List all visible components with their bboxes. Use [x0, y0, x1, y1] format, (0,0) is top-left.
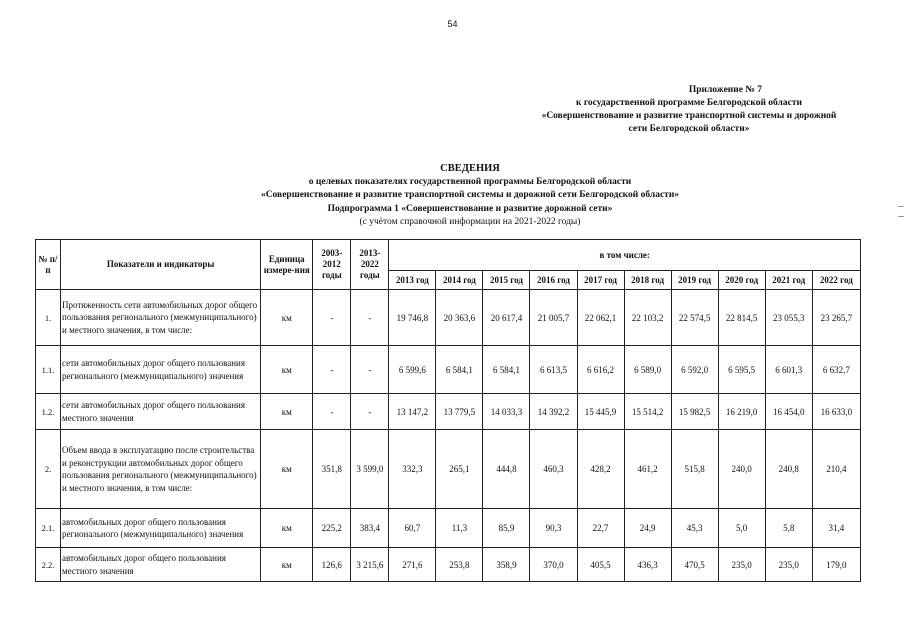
- row-unit: км: [261, 430, 313, 509]
- header-including: в том числе:: [389, 240, 861, 271]
- row-year-value: 6 592,0: [671, 346, 718, 394]
- row-period-2003-2012: -: [313, 394, 351, 430]
- row-year-value: 470,5: [671, 548, 718, 582]
- row-year-value: 461,2: [624, 430, 671, 509]
- row-year-value: 210,4: [812, 430, 860, 509]
- header-year: 2021 год: [765, 271, 812, 290]
- row-year-value: 11,3: [436, 509, 483, 548]
- row-year-value: 21 005,7: [530, 290, 577, 346]
- header-num: № п/п: [36, 240, 61, 290]
- row-year-value: 436,3: [624, 548, 671, 582]
- row-unit: км: [261, 394, 313, 430]
- table-row: [36, 548, 861, 582]
- row-number: 1.: [36, 290, 61, 346]
- row-year-value: 90,3: [530, 509, 577, 548]
- row-number: 2.2.: [36, 548, 61, 582]
- appendix-title: Приложение № 7: [688, 85, 762, 95]
- row-indicator: сети автомобильных дорог общего пользования местного значения: [61, 394, 261, 430]
- row-year-value: 253,8: [436, 548, 483, 582]
- row-year-value: 405,5: [577, 548, 624, 582]
- row-year-value: 16 219,0: [718, 394, 765, 430]
- row-period-2003-2012: -: [313, 290, 351, 346]
- row-period-2013-2022: -: [351, 346, 389, 394]
- table-row: [36, 346, 861, 394]
- row-year-value: 6 595,5: [718, 346, 765, 394]
- row-period-2003-2012: 225,2: [313, 509, 351, 548]
- row-period-2013-2022: -: [351, 290, 389, 346]
- row-year-value: 22 062,1: [577, 290, 624, 346]
- row-year-value: 23 265,7: [812, 290, 860, 346]
- row-period-2003-2012: -: [313, 346, 351, 394]
- row-number: 1.2.: [36, 394, 61, 430]
- appendix-line: сети Белгородской области»: [628, 124, 750, 134]
- row-unit: км: [261, 548, 313, 582]
- row-year-value: 271,6: [389, 548, 436, 582]
- row-year-value: 22 574,5: [671, 290, 718, 346]
- header-year: 2015 год: [483, 271, 530, 290]
- margin-mark: [898, 216, 904, 217]
- indicators-table: [35, 239, 861, 582]
- row-indicator: автомобильных дорог общего пользования местного значения: [61, 548, 261, 582]
- row-period-2013-2022: 3 599,0: [351, 430, 389, 509]
- row-year-value: 460,3: [530, 430, 577, 509]
- header-year: 2019 год: [671, 271, 718, 290]
- row-year-value: 428,2: [577, 430, 624, 509]
- row-year-value: 370,0: [530, 548, 577, 582]
- appendix-line: к государственной программе Белгородской области: [575, 98, 802, 108]
- row-period-2013-2022: -: [351, 394, 389, 430]
- row-year-value: 6 589,0: [624, 346, 671, 394]
- header-year: 2017 год: [577, 271, 624, 290]
- row-period-2003-2012: 351,8: [313, 430, 351, 509]
- row-year-value: 265,1: [436, 430, 483, 509]
- heading-subprogram: Подпрограмма 1 «Совершенствование и развитие дорожной сети»: [327, 203, 613, 214]
- appendix-line: «Совершенствование и развитие транспортной системы и дорожной: [541, 111, 837, 121]
- row-year-value: 332,3: [389, 430, 436, 509]
- row-indicator: сети автомобильных дорог общего пользования регионального (межмуниципального) значения: [61, 346, 261, 394]
- row-year-value: 5,8: [765, 509, 812, 548]
- row-year-value: 16 633,0: [812, 394, 860, 430]
- row-period-2013-2022: 3 215,6: [351, 548, 389, 582]
- heading-line: о целевых показателях государственной программы Белгородской области: [308, 176, 632, 187]
- row-indicator: Протяженность сети автомобильных дорог общего пользования регионального (межмуниципального) и местного значения, в том числе:: [61, 290, 261, 346]
- row-year-value: 60,7: [389, 509, 436, 548]
- table-row: [36, 509, 861, 548]
- row-year-value: 15 514,2: [624, 394, 671, 430]
- row-number: 2.1.: [36, 509, 61, 548]
- row-year-value: 240,0: [718, 430, 765, 509]
- header-year: 2014 год: [436, 271, 483, 290]
- row-year-value: 6 613,5: [530, 346, 577, 394]
- row-year-value: 6 599,6: [389, 346, 436, 394]
- row-year-value: 20 363,6: [436, 290, 483, 346]
- header-year: 2022 год: [812, 271, 860, 290]
- row-indicator: автомобильных дорог общего пользования регионального (межмуниципального) значения: [61, 509, 261, 548]
- row-year-value: 23 055,3: [765, 290, 812, 346]
- header-year: 2013 год: [389, 271, 436, 290]
- row-year-value: 358,9: [483, 548, 530, 582]
- heading-note: (с учётом справочной информации на 2021-2022 годы): [359, 217, 581, 227]
- appendix-block: [520, 84, 858, 136]
- row-year-value: 6 616,2: [577, 346, 624, 394]
- row-year-value: 240,8: [765, 430, 812, 509]
- document-heading: [150, 162, 790, 230]
- table-row: [36, 430, 861, 509]
- row-year-value: 5,0: [718, 509, 765, 548]
- row-number: 2.: [36, 430, 61, 509]
- row-year-value: 13 147,2: [389, 394, 436, 430]
- row-period-2013-2022: 383,4: [351, 509, 389, 548]
- row-number: 1.1.: [36, 346, 61, 394]
- header-period-2003-2012: 2003- 2012 годы: [313, 240, 351, 290]
- row-year-value: 19 746,8: [389, 290, 436, 346]
- row-year-value: 24,9: [624, 509, 671, 548]
- header-year: 2016 год: [530, 271, 577, 290]
- header-period-2013-2022: 2013- 2022 годы: [351, 240, 389, 290]
- row-year-value: 20 617,4: [483, 290, 530, 346]
- header-unit: Единица измере-ния: [261, 240, 313, 290]
- row-year-value: 85,9: [483, 509, 530, 548]
- margin-mark: [898, 206, 904, 207]
- table-row: [36, 394, 861, 430]
- heading-title: СВЕДЕНИЯ: [440, 163, 500, 174]
- row-year-value: 14 392,2: [530, 394, 577, 430]
- header-indicator: Показатели и индикаторы: [61, 240, 261, 290]
- row-year-value: 235,0: [718, 548, 765, 582]
- heading-line: «Совершенствование и развитие транспортной системы и дорожной сети Белгородской области»: [260, 190, 680, 200]
- row-year-value: 6 584,1: [436, 346, 483, 394]
- row-year-value: 15 982,5: [671, 394, 718, 430]
- row-year-value: 15 445,9: [577, 394, 624, 430]
- row-year-value: 45,3: [671, 509, 718, 548]
- row-year-value: 6 632,7: [812, 346, 860, 394]
- row-unit: км: [261, 509, 313, 548]
- row-period-2003-2012: 126,6: [313, 548, 351, 582]
- row-year-value: 16 454,0: [765, 394, 812, 430]
- header-year: 2020 год: [718, 271, 765, 290]
- row-unit: км: [261, 290, 313, 346]
- row-year-value: 515,8: [671, 430, 718, 509]
- header-year: 2018 год: [624, 271, 671, 290]
- row-unit: км: [261, 346, 313, 394]
- row-year-value: 22,7: [577, 509, 624, 548]
- table-row: [36, 290, 861, 346]
- row-year-value: 22 103,2: [624, 290, 671, 346]
- row-year-value: 22 814,5: [718, 290, 765, 346]
- row-year-value: 6 584,1: [483, 346, 530, 394]
- row-year-value: 6 601,3: [765, 346, 812, 394]
- page-number: 54: [447, 19, 458, 29]
- row-year-value: 31,4: [812, 509, 860, 548]
- row-year-value: 235,0: [765, 548, 812, 582]
- row-year-value: 13 779,5: [436, 394, 483, 430]
- row-year-value: 14 033,3: [483, 394, 530, 430]
- row-indicator: Объем ввода в эксплуатацию после строительства и реконструкции автомобильных дорог общего пользования регионального (межмуниципального) и местного значения, в том числе:: [61, 430, 261, 509]
- row-year-value: 179,0: [812, 548, 860, 582]
- row-year-value: 444,8: [483, 430, 530, 509]
